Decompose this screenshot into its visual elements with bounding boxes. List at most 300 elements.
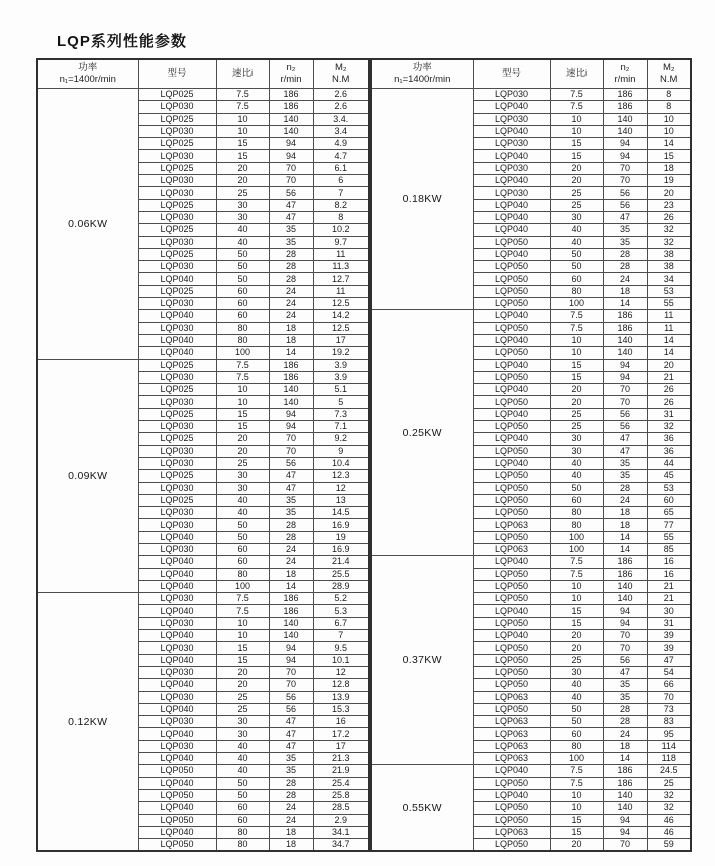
ratio-cell: 60 xyxy=(216,556,269,568)
model-cell: LQP050 xyxy=(138,814,216,826)
ratio-cell: 20 xyxy=(550,642,603,654)
n2-cell: 186 xyxy=(603,556,647,568)
model-cell: LQP030 xyxy=(138,150,216,162)
ratio-cell: 15 xyxy=(216,654,269,666)
n2-cell: 70 xyxy=(603,396,647,408)
model-cell: LQP040 xyxy=(473,150,550,162)
model-cell: LQP050 xyxy=(473,396,550,408)
ratio-cell: 80 xyxy=(550,507,603,519)
model-cell: LQP040 xyxy=(473,199,550,211)
n2-cell: 70 xyxy=(269,433,313,445)
n2-cell: 35 xyxy=(269,507,313,519)
n2-cell: 28 xyxy=(269,519,313,531)
model-cell: LQP050 xyxy=(473,421,550,433)
ratio-cell: 7.5 xyxy=(216,593,269,605)
ratio-cell: 7.5 xyxy=(550,310,603,322)
m2-cell: 25 xyxy=(647,777,691,789)
ratio-cell: 15 xyxy=(216,150,269,162)
model-cell: LQP063 xyxy=(473,519,550,531)
model-cell: LQP030 xyxy=(138,507,216,519)
m2-cell: 7.3 xyxy=(313,408,369,420)
model-cell: LQP040 xyxy=(138,679,216,691)
n2-cell: 56 xyxy=(269,691,313,703)
table-row xyxy=(37,89,369,101)
ratio-cell: 10 xyxy=(550,125,603,137)
m2-cell: 3.4. xyxy=(313,113,369,125)
n2-cell: 186 xyxy=(269,593,313,605)
ratio-cell: 15 xyxy=(550,150,603,162)
m2-cell: 25.5 xyxy=(313,568,369,580)
n2-cell: 35 xyxy=(603,691,647,703)
m2-cell: 47 xyxy=(647,654,691,666)
n2-cell: 14 xyxy=(269,580,313,592)
power-group xyxy=(37,359,369,593)
model-cell: LQP030 xyxy=(138,740,216,752)
m2-cell: 2.6 xyxy=(313,101,369,113)
m2-column-header-text: M₂ xyxy=(662,62,675,74)
n2-cell: 56 xyxy=(603,199,647,211)
m2-cell: 12.5 xyxy=(313,322,369,334)
m2-cell: 55 xyxy=(647,531,691,543)
ratio-cell: 30 xyxy=(216,716,269,728)
n2-cell: 47 xyxy=(603,445,647,457)
m2-cell: 44 xyxy=(647,457,691,469)
n2-cell: 94 xyxy=(603,826,647,838)
n2-cell: 28 xyxy=(269,777,313,789)
model-cell: LQP040 xyxy=(138,273,216,285)
model-cell: LQP040 xyxy=(138,556,216,568)
n2-cell: 186 xyxy=(603,310,647,322)
m2-cell: 65 xyxy=(647,507,691,519)
model-cell: LQP030 xyxy=(138,101,216,113)
n2-column-header-text: n₂ xyxy=(620,62,630,74)
ratio-cell: 7.5 xyxy=(216,371,269,383)
model-cell: LQP030 xyxy=(138,543,216,555)
n2-cell: 35 xyxy=(603,679,647,691)
m2-cell: 53 xyxy=(647,285,691,297)
table-row xyxy=(371,556,691,568)
m2-cell: 17 xyxy=(313,740,369,752)
ratio-cell: 50 xyxy=(216,789,269,801)
m2-cell: 114 xyxy=(647,740,691,752)
ratio-cell: 15 xyxy=(550,138,603,150)
n2-cell: 47 xyxy=(269,199,313,211)
n2-cell: 56 xyxy=(269,187,313,199)
n2-cell: 186 xyxy=(269,359,313,371)
n2-cell: 70 xyxy=(269,445,313,457)
m2-cell: 5 xyxy=(313,396,369,408)
m2-cell: 30 xyxy=(647,605,691,617)
model-cell: LQP025 xyxy=(138,199,216,211)
m2-cell: 7 xyxy=(313,630,369,642)
ratio-cell: 7.5 xyxy=(550,568,603,580)
ratio-cell: 40 xyxy=(550,457,603,469)
n2-cell: 94 xyxy=(269,150,313,162)
model-cell: LQP050 xyxy=(473,802,550,814)
model-cell: LQP030 xyxy=(138,691,216,703)
power-group xyxy=(371,765,691,852)
ratio-cell: 15 xyxy=(216,642,269,654)
model-cell: LQP040 xyxy=(138,580,216,592)
n2-cell: 28 xyxy=(269,248,313,260)
n2-cell: 47 xyxy=(603,211,647,223)
m2-cell: 12.7 xyxy=(313,273,369,285)
model-cell: LQP025 xyxy=(138,470,216,482)
m2-cell: 77 xyxy=(647,519,691,531)
m2-cell: 36 xyxy=(647,433,691,445)
n2-column-header-text: n₂ xyxy=(286,62,296,74)
n2-cell: 24 xyxy=(269,298,313,310)
ratio-cell: 50 xyxy=(550,248,603,260)
n2-cell: 94 xyxy=(603,814,647,826)
m2-cell: 19 xyxy=(313,531,369,543)
table-row xyxy=(371,765,691,777)
n2-cell: 94 xyxy=(603,138,647,150)
m2-cell: 5.1 xyxy=(313,384,369,396)
ratio-cell: 25 xyxy=(216,703,269,715)
ratio-cell: 100 xyxy=(550,298,603,310)
power-column-header-text: 功率 xyxy=(78,62,98,74)
m2-cell: 15 xyxy=(647,150,691,162)
model-cell: LQP040 xyxy=(473,457,550,469)
ratio-cell: 80 xyxy=(216,568,269,580)
m2-cell: 55 xyxy=(647,298,691,310)
model-cell: LQP063 xyxy=(473,826,550,838)
power-group-cell: 0.06KW xyxy=(37,89,138,360)
ratio-column-header-text: 速比i xyxy=(565,68,588,80)
model-cell: LQP030 xyxy=(138,396,216,408)
model-cell: LQP040 xyxy=(138,605,216,617)
tables-container xyxy=(36,58,692,852)
ratio-cell: 60 xyxy=(216,543,269,555)
n2-cell: 140 xyxy=(603,789,647,801)
model-cell: LQP063 xyxy=(473,753,550,765)
model-cell: LQP030 xyxy=(473,162,550,174)
m2-cell: 73 xyxy=(647,703,691,715)
model-cell: LQP040 xyxy=(138,630,216,642)
table-row xyxy=(37,359,369,371)
model-column-header-text: 型号 xyxy=(167,68,187,80)
m2-cell: 21 xyxy=(647,593,691,605)
m2-cell: 17.2 xyxy=(313,728,369,740)
model-cell: LQP050 xyxy=(473,654,550,666)
n2-cell: 186 xyxy=(603,568,647,580)
n2-cell: 56 xyxy=(603,408,647,420)
power-column-header-text: 功率 xyxy=(412,62,432,74)
power-group xyxy=(37,593,369,852)
model-column-header-text: 型号 xyxy=(501,68,521,80)
ratio-cell: 10 xyxy=(550,593,603,605)
ratio-cell: 7.5 xyxy=(216,101,269,113)
m2-cell: 21.9 xyxy=(313,765,369,777)
m2-cell: 54 xyxy=(647,666,691,678)
n2-cell: 35 xyxy=(603,457,647,469)
power-group-cell: 0.25KW xyxy=(371,310,473,556)
model-cell: LQP050 xyxy=(473,593,550,605)
n2-cell: 14 xyxy=(603,531,647,543)
m2-cell: 21 xyxy=(647,580,691,592)
ratio-cell: 100 xyxy=(550,753,603,765)
n2-cell: 18 xyxy=(269,568,313,580)
n2-cell: 47 xyxy=(269,211,313,223)
model-cell: LQP040 xyxy=(138,802,216,814)
ratio-cell: 80 xyxy=(550,740,603,752)
n2-cell: 94 xyxy=(269,138,313,150)
ratio-cell: 25 xyxy=(216,691,269,703)
ratio-cell: 10 xyxy=(550,802,603,814)
table-row xyxy=(37,593,369,605)
model-cell: LQP030 xyxy=(138,261,216,273)
ratio-cell: 100 xyxy=(216,347,269,359)
power-group-cell: 0.55KW xyxy=(371,765,473,852)
m2-cell: 11.3 xyxy=(313,261,369,273)
model-cell: LQP025 xyxy=(138,494,216,506)
ratio-cell: 60 xyxy=(216,310,269,322)
n2-cell: 70 xyxy=(603,384,647,396)
n2-column-header xyxy=(269,59,313,89)
m2-cell: 60 xyxy=(647,494,691,506)
m2-cell: 83 xyxy=(647,716,691,728)
model-cell: LQP063 xyxy=(473,728,550,740)
n2-cell: 94 xyxy=(603,605,647,617)
m2-cell: 9.5 xyxy=(313,642,369,654)
m2-cell: 4.9 xyxy=(313,138,369,150)
model-cell: LQP025 xyxy=(138,162,216,174)
m2-cell: 32 xyxy=(647,802,691,814)
n2-cell: 28 xyxy=(603,703,647,715)
ratio-cell: 15 xyxy=(550,814,603,826)
n2-cell: 18 xyxy=(269,334,313,346)
n2-cell: 28 xyxy=(603,261,647,273)
m2-cell: 18 xyxy=(647,162,691,174)
model-cell: LQP040 xyxy=(473,789,550,801)
ratio-cell: 15 xyxy=(550,826,603,838)
n2-cell: 140 xyxy=(269,630,313,642)
ratio-cell: 40 xyxy=(216,236,269,248)
ratio-cell: 100 xyxy=(550,531,603,543)
m2-cell: 34 xyxy=(647,273,691,285)
ratio-column-header xyxy=(550,59,603,89)
ratio-cell: 50 xyxy=(550,482,603,494)
n2-cell: 35 xyxy=(269,224,313,236)
model-cell: LQP030 xyxy=(138,445,216,457)
header-row xyxy=(371,59,691,89)
m2-cell: 9 xyxy=(313,445,369,457)
n2-cell: 18 xyxy=(269,826,313,838)
n2-cell: 35 xyxy=(603,470,647,482)
n2-cell: 24 xyxy=(269,310,313,322)
ratio-cell: 25 xyxy=(550,654,603,666)
m2-cell: 12 xyxy=(313,482,369,494)
n2-cell: 18 xyxy=(603,285,647,297)
n2-cell: 186 xyxy=(269,89,313,101)
m2-cell: 14.5 xyxy=(313,507,369,519)
model-cell: LQP050 xyxy=(473,298,550,310)
ratio-cell: 50 xyxy=(216,531,269,543)
model-cell: LQP030 xyxy=(138,716,216,728)
m2-cell: 21.4 xyxy=(313,556,369,568)
model-cell: LQP030 xyxy=(138,175,216,187)
m2-cell: 24.5 xyxy=(647,765,691,777)
model-cell: LQP040 xyxy=(473,211,550,223)
model-cell: LQP030 xyxy=(138,519,216,531)
model-cell: LQP050 xyxy=(138,789,216,801)
model-cell: LQP050 xyxy=(473,273,550,285)
ratio-cell: 15 xyxy=(550,617,603,629)
ratio-cell: 15 xyxy=(550,605,603,617)
power-column-header-text: n₁=1400r/min xyxy=(394,74,451,85)
m2-cell: 21 xyxy=(647,371,691,383)
m2-cell: 45 xyxy=(647,470,691,482)
model-cell: LQP050 xyxy=(473,470,550,482)
ratio-cell: 7.5 xyxy=(550,322,603,334)
model-cell: LQP063 xyxy=(473,691,550,703)
model-cell: LQP050 xyxy=(473,482,550,494)
power-group-cell: 0.18KW xyxy=(371,89,473,310)
n2-cell: 140 xyxy=(603,125,647,137)
model-cell: LQP040 xyxy=(473,334,550,346)
m2-cell: 31 xyxy=(647,617,691,629)
model-cell: LQP040 xyxy=(473,310,550,322)
power-column-header xyxy=(371,59,473,89)
n2-cell: 14 xyxy=(603,298,647,310)
m2-cell: 46 xyxy=(647,826,691,838)
n2-cell: 186 xyxy=(269,101,313,113)
ratio-cell: 15 xyxy=(216,138,269,150)
n2-cell: 140 xyxy=(269,113,313,125)
ratio-cell: 30 xyxy=(550,433,603,445)
m2-cell: 23 xyxy=(647,199,691,211)
ratio-cell: 10 xyxy=(216,617,269,629)
ratio-cell: 15 xyxy=(550,371,603,383)
m2-cell: 32 xyxy=(647,236,691,248)
m2-cell: 10 xyxy=(647,125,691,137)
m2-cell: 17 xyxy=(313,334,369,346)
model-cell: LQP050 xyxy=(138,765,216,777)
spec-table xyxy=(36,58,370,852)
ratio-cell: 10 xyxy=(550,580,603,592)
m2-cell: 16 xyxy=(313,716,369,728)
m2-cell: 8.2 xyxy=(313,199,369,211)
m2-cell: 11 xyxy=(313,248,369,260)
n2-column-header-text: r/min xyxy=(280,74,302,85)
table-row xyxy=(371,310,691,322)
ratio-cell: 25 xyxy=(550,187,603,199)
model-cell: LQP050 xyxy=(473,322,550,334)
ratio-cell: 40 xyxy=(216,753,269,765)
power-group xyxy=(371,310,691,556)
m2-cell: 28.5 xyxy=(313,802,369,814)
ratio-cell: 20 xyxy=(216,666,269,678)
model-cell: LQP025 xyxy=(138,384,216,396)
ratio-cell: 60 xyxy=(216,285,269,297)
ratio-cell: 10 xyxy=(216,396,269,408)
model-cell: LQP030 xyxy=(138,371,216,383)
n2-cell: 18 xyxy=(269,839,313,852)
ratio-cell: 10 xyxy=(550,334,603,346)
model-cell: LQP040 xyxy=(138,826,216,838)
n2-cell: 24 xyxy=(269,543,313,555)
n2-cell: 28 xyxy=(269,273,313,285)
m2-cell: 20 xyxy=(647,359,691,371)
n2-cell: 70 xyxy=(603,162,647,174)
m2-cell: 14 xyxy=(647,347,691,359)
n2-cell: 94 xyxy=(269,408,313,420)
m2-cell: 32 xyxy=(647,421,691,433)
model-cell: LQP040 xyxy=(473,125,550,137)
model-cell: LQP040 xyxy=(473,605,550,617)
n2-cell: 140 xyxy=(269,617,313,629)
n2-cell: 28 xyxy=(603,248,647,260)
n2-cell: 14 xyxy=(269,347,313,359)
n2-cell: 28 xyxy=(603,482,647,494)
n2-cell: 70 xyxy=(269,162,313,174)
m2-cell: 20 xyxy=(647,187,691,199)
n2-cell: 24 xyxy=(269,814,313,826)
m2-cell: 38 xyxy=(647,248,691,260)
n2-cell: 70 xyxy=(269,679,313,691)
ratio-cell: 20 xyxy=(216,445,269,457)
n2-cell: 47 xyxy=(269,482,313,494)
ratio-cell: 30 xyxy=(550,211,603,223)
ratio-cell: 10 xyxy=(550,789,603,801)
model-cell: LQP030 xyxy=(473,113,550,125)
model-cell: LQP030 xyxy=(473,138,550,150)
model-cell: LQP050 xyxy=(473,666,550,678)
m2-cell: 39 xyxy=(647,630,691,642)
model-cell: LQP025 xyxy=(138,89,216,101)
n2-cell: 56 xyxy=(603,421,647,433)
m2-cell: 10 xyxy=(647,113,691,125)
model-cell: LQP040 xyxy=(138,347,216,359)
model-cell: LQP063 xyxy=(473,543,550,555)
model-cell: LQP050 xyxy=(473,679,550,691)
m2-cell: 39 xyxy=(647,642,691,654)
m2-cell: 10.4 xyxy=(313,457,369,469)
model-cell: LQP050 xyxy=(473,507,550,519)
m2-cell: 5.2 xyxy=(313,593,369,605)
n2-cell: 47 xyxy=(269,716,313,728)
power-group-cell: 0.37KW xyxy=(371,556,473,765)
ratio-cell: 25 xyxy=(550,421,603,433)
model-cell: LQP030 xyxy=(138,421,216,433)
ratio-cell: 30 xyxy=(216,470,269,482)
n2-cell: 18 xyxy=(603,740,647,752)
model-cell: LQP025 xyxy=(138,285,216,297)
ratio-cell: 60 xyxy=(216,298,269,310)
m2-cell: 8 xyxy=(647,89,691,101)
m2-cell: 10.1 xyxy=(313,654,369,666)
ratio-cell: 80 xyxy=(216,334,269,346)
n2-cell: 140 xyxy=(269,125,313,137)
model-cell: LQP030 xyxy=(138,666,216,678)
ratio-cell: 15 xyxy=(216,408,269,420)
m2-cell: 26 xyxy=(647,211,691,223)
n2-cell: 35 xyxy=(269,753,313,765)
power-group-cell: 0.12KW xyxy=(37,593,138,852)
header-row xyxy=(37,59,369,89)
m2-cell: 70 xyxy=(647,691,691,703)
ratio-cell: 7.5 xyxy=(216,359,269,371)
model-cell: LQP040 xyxy=(138,334,216,346)
ratio-cell: 80 xyxy=(216,322,269,334)
n2-cell: 24 xyxy=(269,556,313,568)
model-cell: LQP040 xyxy=(473,384,550,396)
n2-cell: 140 xyxy=(603,802,647,814)
ratio-cell: 80 xyxy=(550,285,603,297)
ratio-cell: 7.5 xyxy=(550,765,603,777)
ratio-cell: 20 xyxy=(550,384,603,396)
